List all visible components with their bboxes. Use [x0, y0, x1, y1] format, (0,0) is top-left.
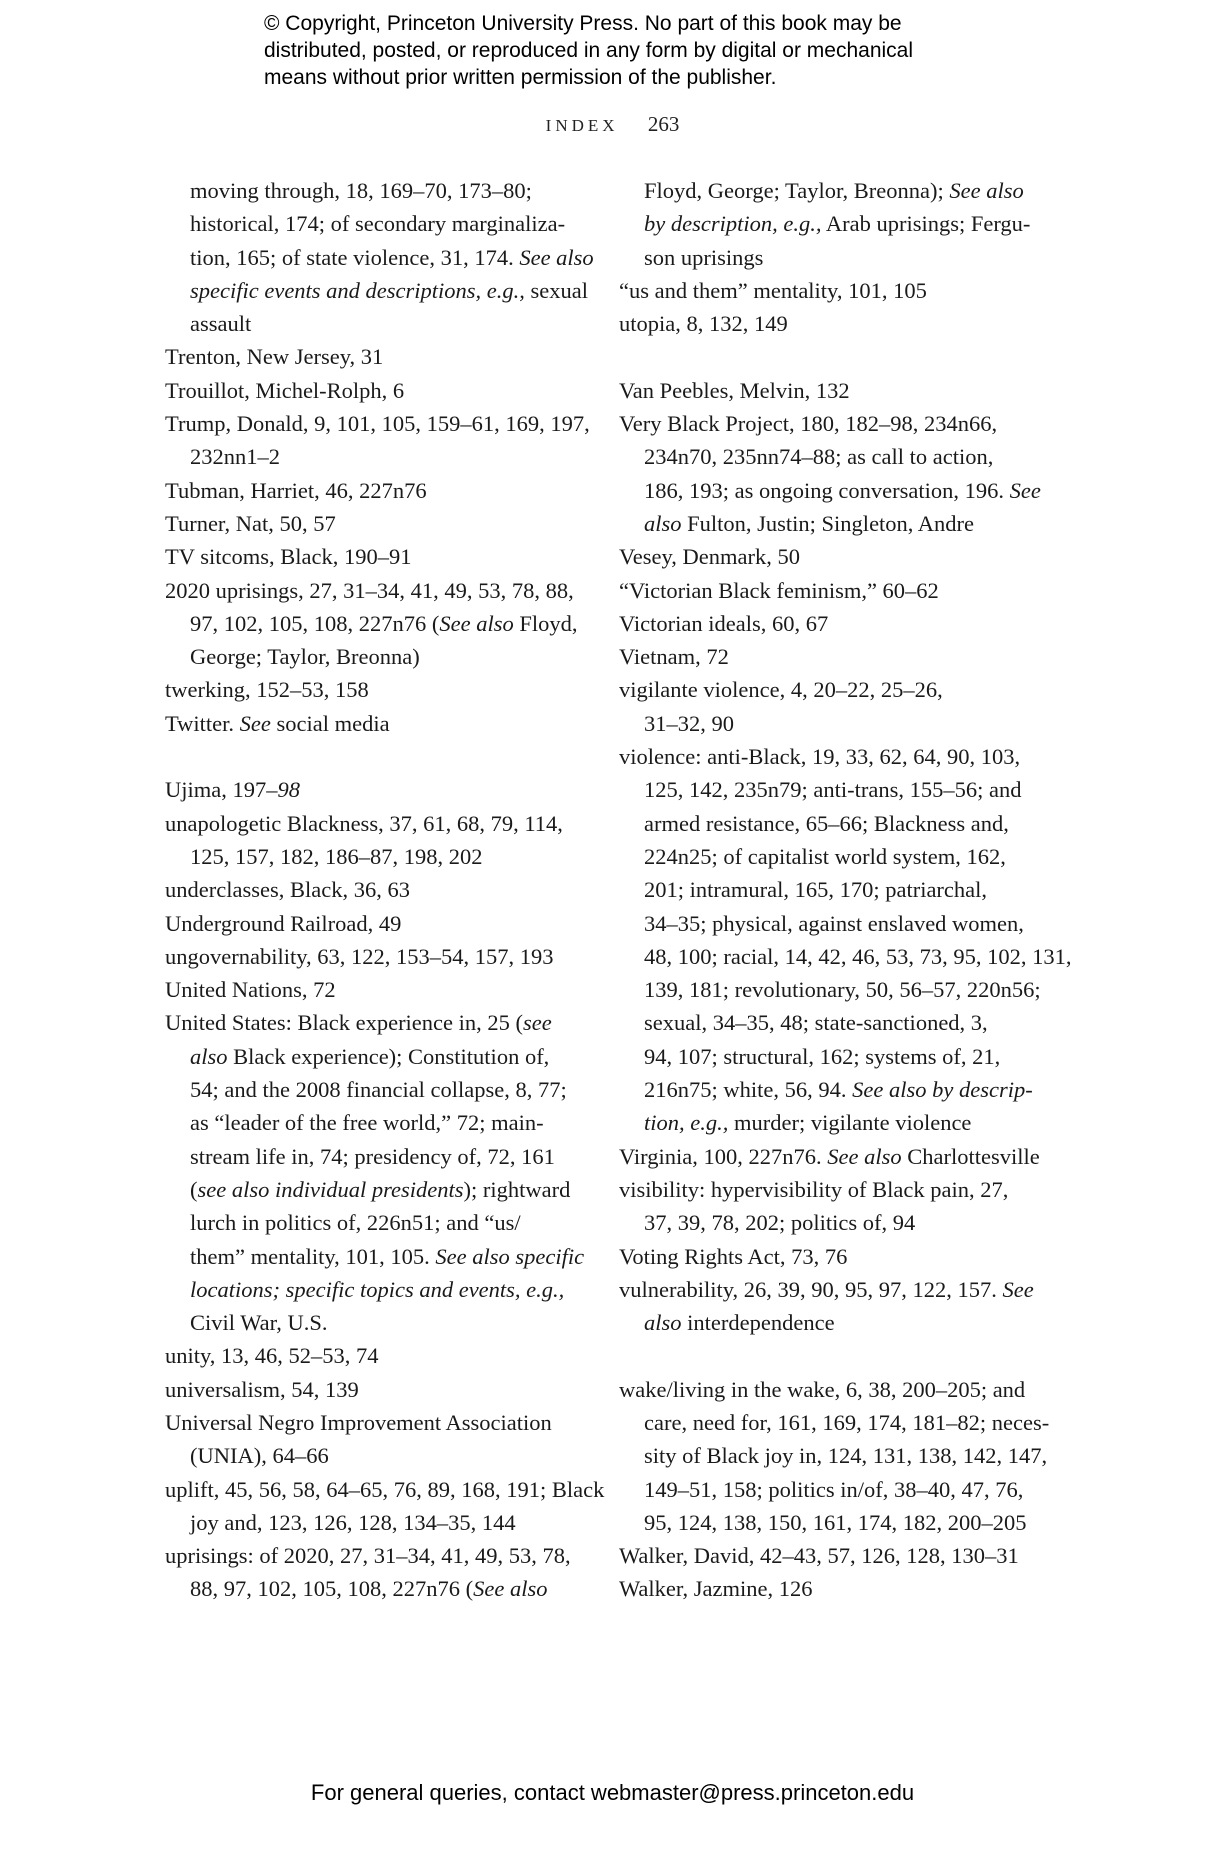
- index-entry-line: 216n75; white, 56, 94. See also by descrip-: [644, 1077, 1033, 1103]
- index-entry-line: unapologetic Blackness, 37, 61, 68, 79, 114,: [165, 810, 563, 836]
- index-column-left: [165, 174, 605, 1606]
- index-entry-line: vigilante violence, 4, 20–22, 25–26,: [619, 677, 943, 703]
- index-entry-line: tion, 165; of state violence, 31, 174. See also: [190, 244, 594, 270]
- index-entry-line: “Victorian Black feminism,” 60–62: [619, 577, 939, 603]
- index-entry: [619, 1539, 1039, 1572]
- index-entry-line: stream life in, 74; presidency of, 72, 161: [190, 1143, 555, 1169]
- index-entry-line: care, need for, 161, 169, 174, 181–82; neces-: [644, 1409, 1050, 1435]
- index-entry-line: utopia, 8, 132, 149: [619, 311, 788, 337]
- index-entry-line: universalism, 54, 139: [165, 1376, 359, 1402]
- index-entry-line: TV sitcoms, Black, 190–91: [165, 544, 412, 570]
- index-entry-line: lurch in politics of, 226n51; and “us/: [190, 1210, 521, 1236]
- index-entry-line: United Nations, 72: [165, 977, 336, 1003]
- index-entry-line: 97, 102, 105, 108, 227n76 (See also Floyd,: [190, 610, 578, 636]
- index-entry: [165, 507, 585, 540]
- index-entry-line: tion, e.g., murder; vigilante violence: [644, 1110, 972, 1136]
- index-entry-line: Twitter. See social media: [165, 710, 390, 736]
- index-entry-line: 37, 39, 78, 202; politics of, 94: [644, 1210, 916, 1236]
- index-entry: [619, 574, 1039, 607]
- index-entry-line: 2020 uprisings, 27, 31–34, 41, 49, 53, 78, 88,: [165, 577, 574, 603]
- index-entry-line: Vietnam, 72: [619, 644, 729, 670]
- index-entry-line: United States: Black experience in, 25 (see: [165, 1010, 552, 1036]
- index-entry-line: (see also individual presidents); rightward: [190, 1176, 571, 1202]
- page-number: 263: [647, 112, 680, 136]
- letter-group-spacer: [619, 340, 1039, 373]
- index-entry-line: 34–35; physical, against enslaved women,: [644, 910, 1024, 936]
- index-entry-line: 234n70, 235nn74–88; as call to action,: [644, 444, 994, 470]
- running-head-label: INDEX: [545, 116, 619, 135]
- index-entry-line: 149–51, 158; politics in/of, 38–40, 47, 76,: [644, 1476, 1024, 1502]
- copyright-notice: [264, 10, 1024, 91]
- index-entry: [165, 1373, 585, 1406]
- index-entry-line: locations; specific topics and events, e.g.,: [190, 1276, 565, 1302]
- index-entry-line: moving through, 18, 169–70, 173–80;: [190, 178, 532, 203]
- index-entry: [165, 407, 590, 474]
- index-entry-line: Voting Rights Act, 73, 76: [619, 1243, 848, 1269]
- index-entry-line: Underground Railroad, 49: [165, 910, 402, 936]
- copyright-line: means without prior written permission of the publisher.: [264, 66, 777, 89]
- index-entry-line: unity, 13, 46, 52–53, 74: [165, 1343, 379, 1369]
- index-entry-line: underclasses, Black, 36, 63: [165, 877, 410, 903]
- index-entry: [165, 1339, 585, 1372]
- index-entry-line: as “leader of the free world,” 72; main-: [190, 1110, 544, 1136]
- index-entry-line: specific events and descriptions, e.g., sexual: [190, 277, 589, 303]
- index-entry-line: 125, 142, 235n79; anti-trans, 155–56; and: [644, 777, 1022, 803]
- index-entry-line: also Black experience); Constitution of,: [190, 1043, 550, 1069]
- index-entry-line: 224n25; of capitalist world system, 162,: [644, 843, 1006, 869]
- copyright-line: distributed, posted, or reproduced in any form by digital or mechanical: [264, 39, 914, 62]
- index-entry-line: Victorian ideals, 60, 67: [619, 610, 829, 636]
- index-entry: [165, 807, 585, 874]
- index-entry-line: sexual, 34–35, 48; state-sanctioned, 3,: [644, 1010, 988, 1036]
- index-entry-line: Virginia, 100, 227n76. See also Charlottesville: [619, 1143, 1040, 1169]
- index-entry: [619, 407, 1039, 540]
- index-entry-line: Tubman, Harriet, 46, 227n76: [165, 477, 427, 503]
- index-entry-line: 48, 100; racial, 14, 42, 46, 53, 73, 95, 102, 131,: [644, 943, 1072, 969]
- index-entry-line: 31–32, 90: [644, 710, 734, 736]
- index-entry: [165, 1406, 585, 1473]
- index-entry-line: Ujima, 197–98: [165, 777, 300, 803]
- index-entry: [619, 607, 1039, 640]
- index-entry-line: wake/living in the wake, 6, 38, 200–205; and: [619, 1376, 1026, 1402]
- index-entry-line: them” mentality, 101, 105. See also specific: [190, 1243, 585, 1269]
- index-entry-line: 139, 181; revolutionary, 50, 56–57, 220n56;: [644, 977, 1041, 1003]
- index-entry-line: Van Peebles, Melvin, 132: [619, 377, 850, 403]
- index-entry-line: Walker, Jazmine, 126: [619, 1576, 813, 1602]
- index-entry: [165, 873, 585, 906]
- index-entry: [165, 1006, 585, 1339]
- index-entry-line: (UNIA), 64–66: [190, 1443, 329, 1469]
- index-entry: [619, 1273, 1039, 1340]
- index-entry-line: 125, 157, 182, 186–87, 198, 202: [190, 843, 483, 869]
- index-entry: [165, 707, 585, 740]
- index-entry-line: uplift, 45, 56, 58, 64–65, 76, 89, 168, 191; Black: [165, 1476, 605, 1502]
- index-entry-line: Vesey, Denmark, 50: [619, 544, 800, 570]
- index-entry: [619, 540, 1039, 573]
- index-entry-line: Very Black Project, 180, 182–98, 234n66,: [619, 411, 998, 437]
- footer-contact: For general queries, contact webmaster@press.princeton.edu: [310, 1780, 915, 1805]
- index-entry: [619, 307, 1039, 340]
- index-entry: [165, 1539, 585, 1606]
- index-entry: [165, 1473, 605, 1540]
- index-entry-line: violence: anti-Black, 19, 33, 62, 64, 90, 103,: [619, 744, 1021, 770]
- index-entry: [619, 1240, 1039, 1273]
- index-entry: [165, 540, 585, 573]
- index-entry-line: by description, e.g., Arab uprisings; Fergu-: [644, 211, 1031, 237]
- index-entry-line: Civil War, U.S.: [190, 1310, 328, 1336]
- index-entry-line: uprisings: of 2020, 27, 31–34, 41, 49, 53, 78,: [165, 1543, 571, 1569]
- index-entry-line: Trump, Donald, 9, 101, 105, 159–61, 169, 197,: [165, 411, 590, 437]
- index-entry: [165, 673, 585, 706]
- index-entry-line: Walker, David, 42–43, 57, 126, 128, 130–31: [619, 1543, 1019, 1569]
- index-entry: [165, 340, 585, 373]
- index-entry: [165, 574, 585, 674]
- index-entry: [619, 1173, 1039, 1240]
- index-entry: [619, 374, 1039, 407]
- index-entry: [619, 1140, 1039, 1173]
- index-entry-line: vulnerability, 26, 39, 90, 95, 97, 122, 157. See: [619, 1276, 1034, 1302]
- index-entry: [165, 374, 585, 407]
- index-entry-line: “us and them” mentality, 101, 105: [619, 277, 927, 303]
- index-entry-line: son uprisings: [644, 244, 764, 270]
- index-entry-line: historical, 174; of secondary marginaliza-: [190, 211, 566, 237]
- index-entry-line: sity of Black joy in, 124, 131, 138, 142, 147,: [644, 1443, 1048, 1469]
- index-entry-line: 232nn1–2: [190, 444, 280, 470]
- index-entry-line: 94, 107; structural, 162; systems of, 21,: [644, 1043, 1001, 1069]
- index-entry: [619, 740, 1072, 1140]
- index-entry: [619, 274, 1039, 307]
- index-entry: [165, 773, 585, 806]
- index-entry-line: Trenton, New Jersey, 31: [165, 344, 384, 370]
- letter-group-spacer: [619, 1339, 1039, 1372]
- index-entry-line: Trouillot, Michel-Rolph, 6: [165, 377, 405, 403]
- index-entry-line: visibility: hypervisibility of Black pain, 27,: [619, 1176, 1009, 1202]
- index-entry-line: Turner, Nat, 50, 57: [165, 510, 336, 536]
- index-entry: [165, 474, 585, 507]
- index-entry-line: Universal Negro Improvement Association: [165, 1409, 552, 1435]
- index-entry-line: also interdependence: [644, 1310, 835, 1336]
- index-entry-line: twerking, 152–53, 158: [165, 677, 369, 703]
- index-column-right: [619, 174, 1072, 1606]
- index-entry-line: ungovernability, 63, 122, 153–54, 157, 193: [165, 943, 554, 969]
- index-entry-line: 201; intramural, 165, 170; patriarchal,: [644, 877, 988, 903]
- index-entry: [165, 907, 585, 940]
- index-entry: [165, 940, 585, 973]
- running-head: [0, 112, 1225, 137]
- index-entry: [619, 1373, 1050, 1539]
- index-entry-line: George; Taylor, Breonna): [190, 644, 420, 670]
- index-entry-continued: [165, 174, 594, 340]
- index-entry-line: also Fulton, Justin; Singleton, Andre: [644, 510, 975, 536]
- index-entry-line: joy and, 123, 126, 128, 134–35, 144: [190, 1509, 516, 1535]
- index-entry-continued: [619, 174, 1039, 274]
- index-entry: [619, 640, 1039, 673]
- letter-group-spacer: [165, 740, 585, 773]
- index-entry-line: 186, 193; as ongoing conversation, 196. See: [644, 477, 1041, 503]
- index-entry-line: 54; and the 2008 financial collapse, 8, 77;: [190, 1077, 567, 1103]
- index-entry: [619, 1572, 1039, 1605]
- copyright-line: © Copyright, Princeton University Press. No part of this book may be: [264, 12, 902, 35]
- index-entry-line: 95, 124, 138, 150, 161, 174, 182, 200–205: [644, 1509, 1027, 1535]
- index-entry-line: Floyd, George; Taylor, Breonna); See also: [644, 178, 1024, 203]
- index-entry: [165, 973, 585, 1006]
- index-entry: [619, 673, 1039, 740]
- index-entry-line: assault: [190, 311, 252, 337]
- index-entry-line: 88, 97, 102, 105, 108, 227n76 (See also: [190, 1576, 548, 1602]
- index-entry-line: armed resistance, 65–66; Blackness and,: [644, 810, 1009, 836]
